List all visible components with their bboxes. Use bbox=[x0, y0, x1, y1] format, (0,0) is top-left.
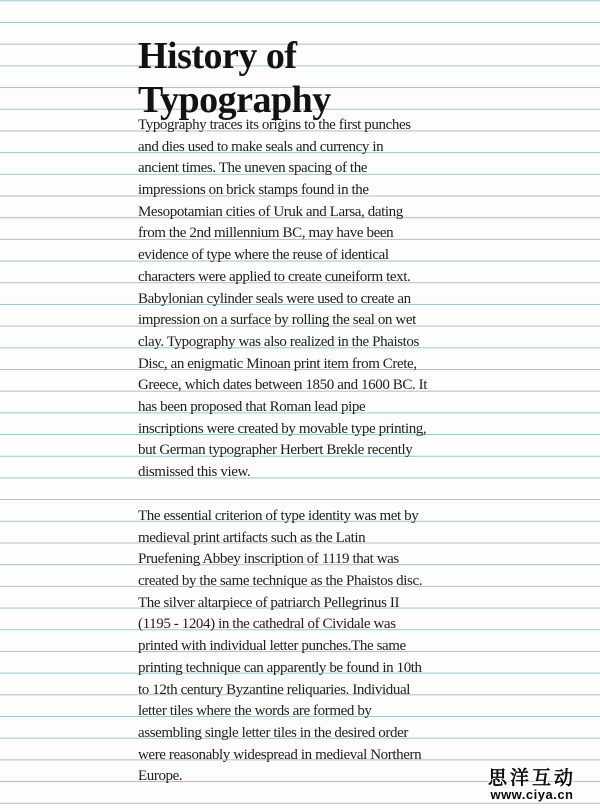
text-line: and dies used to make seals and currency in bbox=[138, 138, 384, 155]
text-line: Typography bbox=[138, 78, 331, 121]
site-watermark bbox=[488, 770, 576, 801]
text-line: clay. Typography was also realized in the Phaistos bbox=[138, 333, 419, 350]
text-line: printed with individual letter punches.The same bbox=[138, 638, 406, 655]
text-line: assembling single letter tiles in the desired order bbox=[138, 724, 408, 741]
text-line: characters were applied to create cuneiform text. bbox=[138, 268, 411, 285]
text-line: were reasonably widespread in medieval Northern bbox=[138, 746, 422, 763]
text-line: inscriptions were created by movable type printing, bbox=[138, 420, 427, 437]
text-line: History of bbox=[138, 35, 297, 78]
text-line: but German typographer Herbert Brekle recently bbox=[138, 442, 413, 459]
text-line: from the 2nd millennium BC, may have been bbox=[138, 225, 394, 242]
text-line: Europe. bbox=[138, 768, 183, 785]
body-paragraph-1 bbox=[138, 115, 427, 484]
text-line: impression on a surface by rolling the seal on wet bbox=[138, 312, 416, 329]
text-line: Pruefening Abbey inscription of 1119 that was bbox=[138, 551, 399, 568]
text-line: dismissed this view. bbox=[138, 464, 251, 480]
text-line: has been proposed that Roman lead pipe bbox=[138, 398, 366, 415]
text-line: The silver altarpiece of patriarch Pellegrinus II bbox=[138, 594, 400, 611]
text-line: letter tiles where the words are formed by bbox=[138, 703, 372, 720]
text-line: Greece, which dates between 1850 and 1600 BC. It bbox=[138, 377, 428, 394]
page-title bbox=[138, 35, 331, 122]
text-line: Babylonian cylinder seals were used to create an bbox=[138, 290, 411, 307]
text-line: Typography traces its origins to the first punches bbox=[138, 117, 411, 133]
text-line: impressions on brick stamps found in the bbox=[138, 182, 369, 199]
text-line: Mesopotamian cities of Uruk and Larsa, dating bbox=[138, 203, 403, 220]
text-line: printing technique can apparently be found in 10th bbox=[138, 659, 422, 676]
text-line: (1195 - 1204) in the cathedral of Cividale was bbox=[138, 616, 396, 633]
text-line: medieval print artifacts such as the Latin bbox=[138, 529, 366, 546]
text-line: to 12th century Byzantine reliquaries. Individual bbox=[138, 681, 410, 698]
text-line: The essential criterion of type identity was met by bbox=[138, 508, 419, 524]
watermark-url: www.ciya.cn bbox=[490, 787, 574, 802]
text-line: ancient times. The uneven spacing of the bbox=[138, 160, 368, 177]
text-line: created by the same technique as the Phaistos disc. bbox=[138, 573, 423, 590]
text-line: Disc, an enigmatic Minoan print item from Crete, bbox=[138, 355, 417, 372]
watermark-logo-text: 思洋互动 bbox=[487, 768, 576, 789]
body-paragraph-2 bbox=[138, 506, 422, 788]
text-line: evidence of type where the reuse of identical bbox=[138, 247, 389, 264]
